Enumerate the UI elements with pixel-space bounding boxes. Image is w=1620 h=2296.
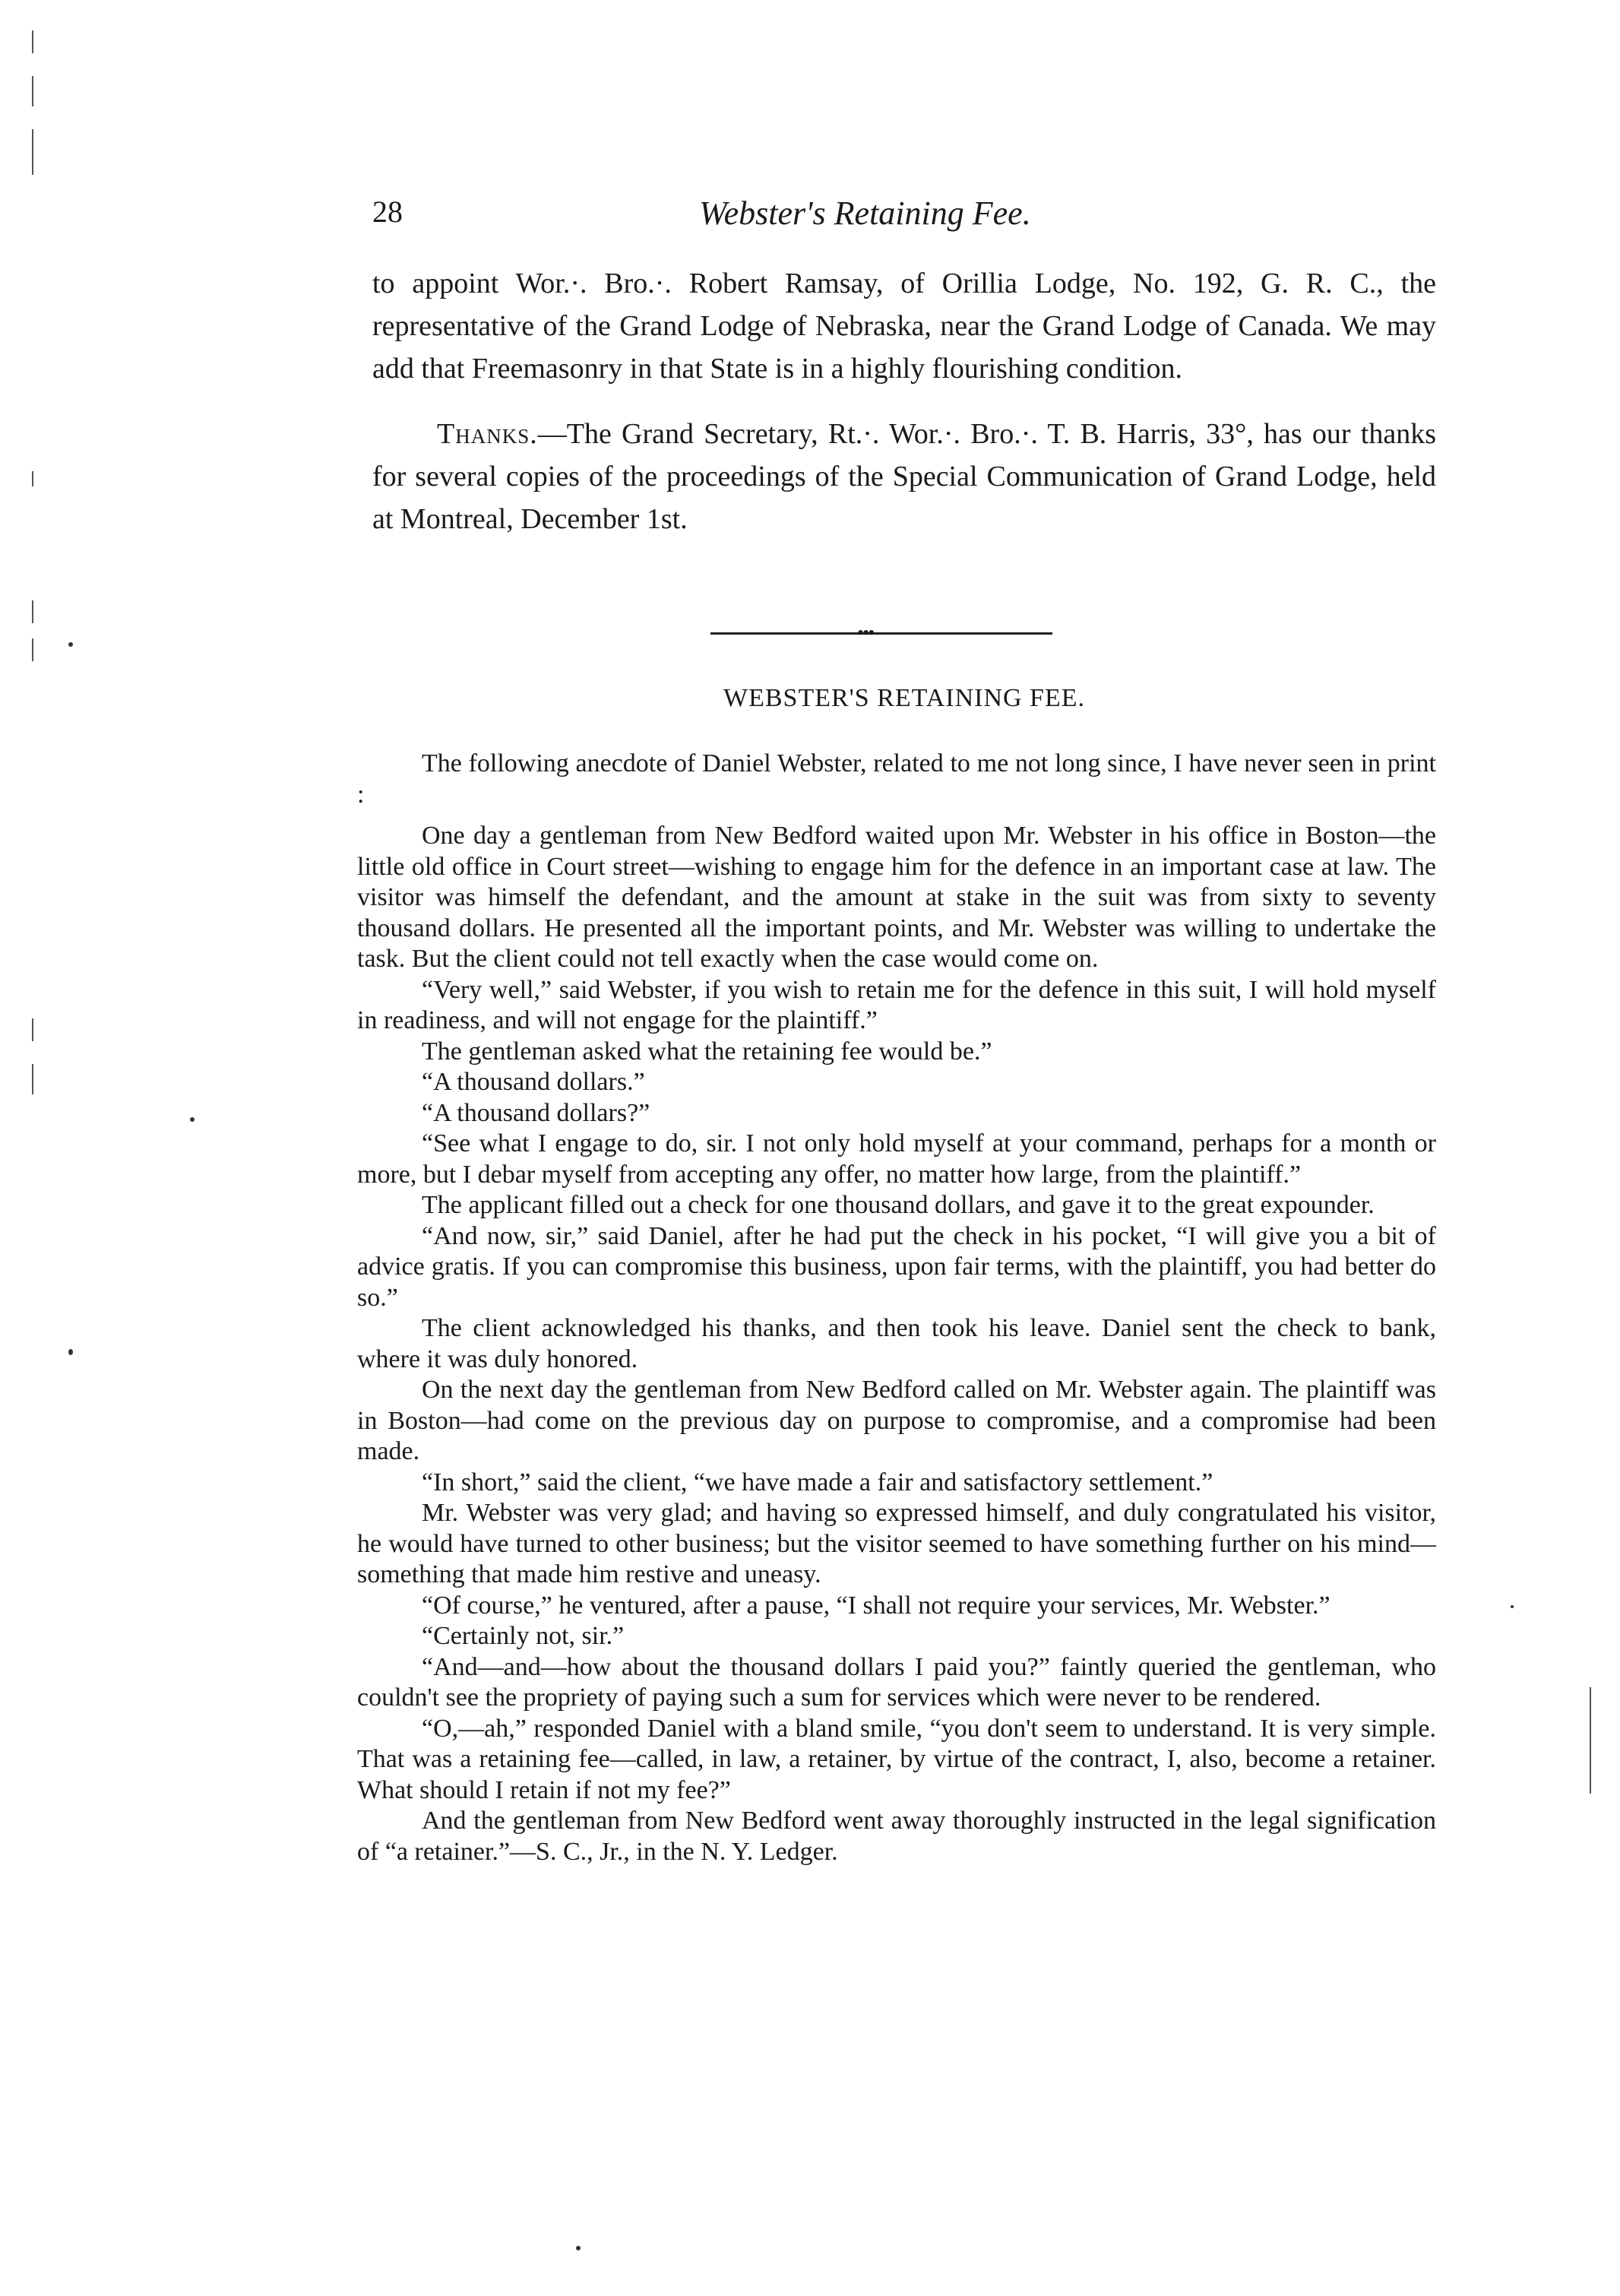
article-paragraph: “And—and—how about the thousand dollars I paid you?” faintly queried the gentleman, who couldn't see the propriety of paying such a sum for services which were never to be rendered. [357,1652,1436,1712]
article-paragraph: And the gentleman from New Bedford went away thoroughly instructed in the legal signification of “a retainer.”—S. C., Jr., in the N. Y. Ledger. [357,1807,1436,1866]
scan-margin-mark [32,30,33,53]
scan-speck [576,2246,581,2250]
continuation-paragraph: to appoint Wor.·. Bro.·. Robert Ramsay, of Orillia Lodge, No. 192, G. R. C., the representative of the Grand Lodge of Nebraska, near the Grand Lodge of Canada. We may add that Freemasonry in that State is in a highly flourishing condition. [372,268,1436,385]
article-paragraph: “In short,” said the client, “we have made a fair and satisfactory settlement.” [422,1468,1213,1496]
article-paragraph: One day a gentleman from New Bedford waited upon Mr. Webster in his office in Boston—the little old office in Court street—wishing to engage him for the defence in an important case at law. The visitor was himself the defendant, and the amount at stake in the suit was from sixty to seventy thousand dollars. He presented all the important points, and Mr. Webster was willing to undertake the task. But the client could not tell exactly when the case would come on. [357,822,1436,973]
article-paragraph: “A thousand dollars.” [422,1068,645,1096]
section-divider-rule [710,632,1052,635]
scan-margin-mark [32,638,33,661]
page-number: 28 [372,195,403,229]
article-paragraph: “Certainly not, sir.” [422,1622,625,1650]
scan-margin-mark [32,129,33,175]
article-paragraph: The applicant filled out a check for one thousand dollars, and gave it to the great expounder. [422,1191,1375,1219]
article-paragraph: The gentleman asked what the retaining fee would be.” [422,1037,992,1066]
page-header [372,194,1436,239]
scan-margin-mark [32,1018,33,1041]
article-paragraph: “Very well,” said Webster, if you wish to retain me for the defence in this suit, I will hold myself in readiness, and will not engage for the plaintiff.” [357,975,1436,1034]
article-paragraph: Mr. Webster was very glad; and having so expressed himself, and duly congratulated his visitor, he would have turned to other business; but the visitor seemed to have something further on his mind—something that made him restive and uneasy. [357,1499,1436,1588]
scan-margin-mark [32,471,33,486]
scan-speck [1511,1605,1514,1608]
article-paragraph: “See what I engage to do, sir. I not only hold myself at your command, perhaps for a month or more, but I debar myself from accepting any offer, no matter how large, from the plaintiff.” [357,1129,1436,1189]
article-paragraph: “O,—ah,” responded Daniel with a bland smile, “you don't seem to understand. It is very simple. That was a retaining fee—called, in law, a retainer, by virtue of the contract, I, also, become a retainer. What should I retain if not my fee?” [357,1714,1436,1804]
article-paragraph: On the next day the gentleman from New Bedford called on Mr. Webster again. The plaintiff was in Boston—had come on the previous day on purpose to compromise, and a compromise had been made. [357,1376,1436,1465]
article-paragraph: “Of course,” he ventured, after a pause, “I shall not require your services, Mr. Webster.” [422,1591,1330,1620]
article-paragraph: “And now, sir,” said Daniel, after he had put the check in his pocket, “I will give you a bit of advice gratis. If you can compromise this business, upon fair terms, with the plaintiff, you had better do so.” [357,1221,1436,1312]
scan-speck [68,1349,73,1355]
article-title: WEBSTER'S RETAINING FEE. [723,684,1085,712]
thanks-label: Thanks. [437,418,538,450]
article-paragraph: The following anecdote of Daniel Webster, related to me not long since, I have never seen in print : [357,749,1436,809]
upper-section [372,262,1436,540]
article-paragraph: “A thousand dollars?” [422,1098,650,1127]
thanks-text: —The Grand Secretary, Rt.·. Wor.·. Bro.·. T. B. Harris, 33°, has our thanks for several copies of the proceedings of the Special Communication of Grand Lodge, held at Montreal, December 1st. [372,418,1436,535]
article-paragraph: The client acknowledged his thanks, and then took his leave. Daniel sent the check to bank, where it was duly honored. [357,1314,1436,1373]
scan-speck [190,1117,195,1122]
divider-ornament-icon: ••• [857,622,874,644]
scan-margin-mark [32,600,33,623]
thanks-paragraph [372,413,1436,540]
scan-speck [68,642,73,647]
scan-margin-mark [32,1064,33,1094]
scan-margin-mark [32,76,33,106]
scan-margin-mark [1590,1687,1591,1794]
article-body [357,749,1436,1867]
running-title: Webster's Retaining Fee. [699,195,1031,232]
